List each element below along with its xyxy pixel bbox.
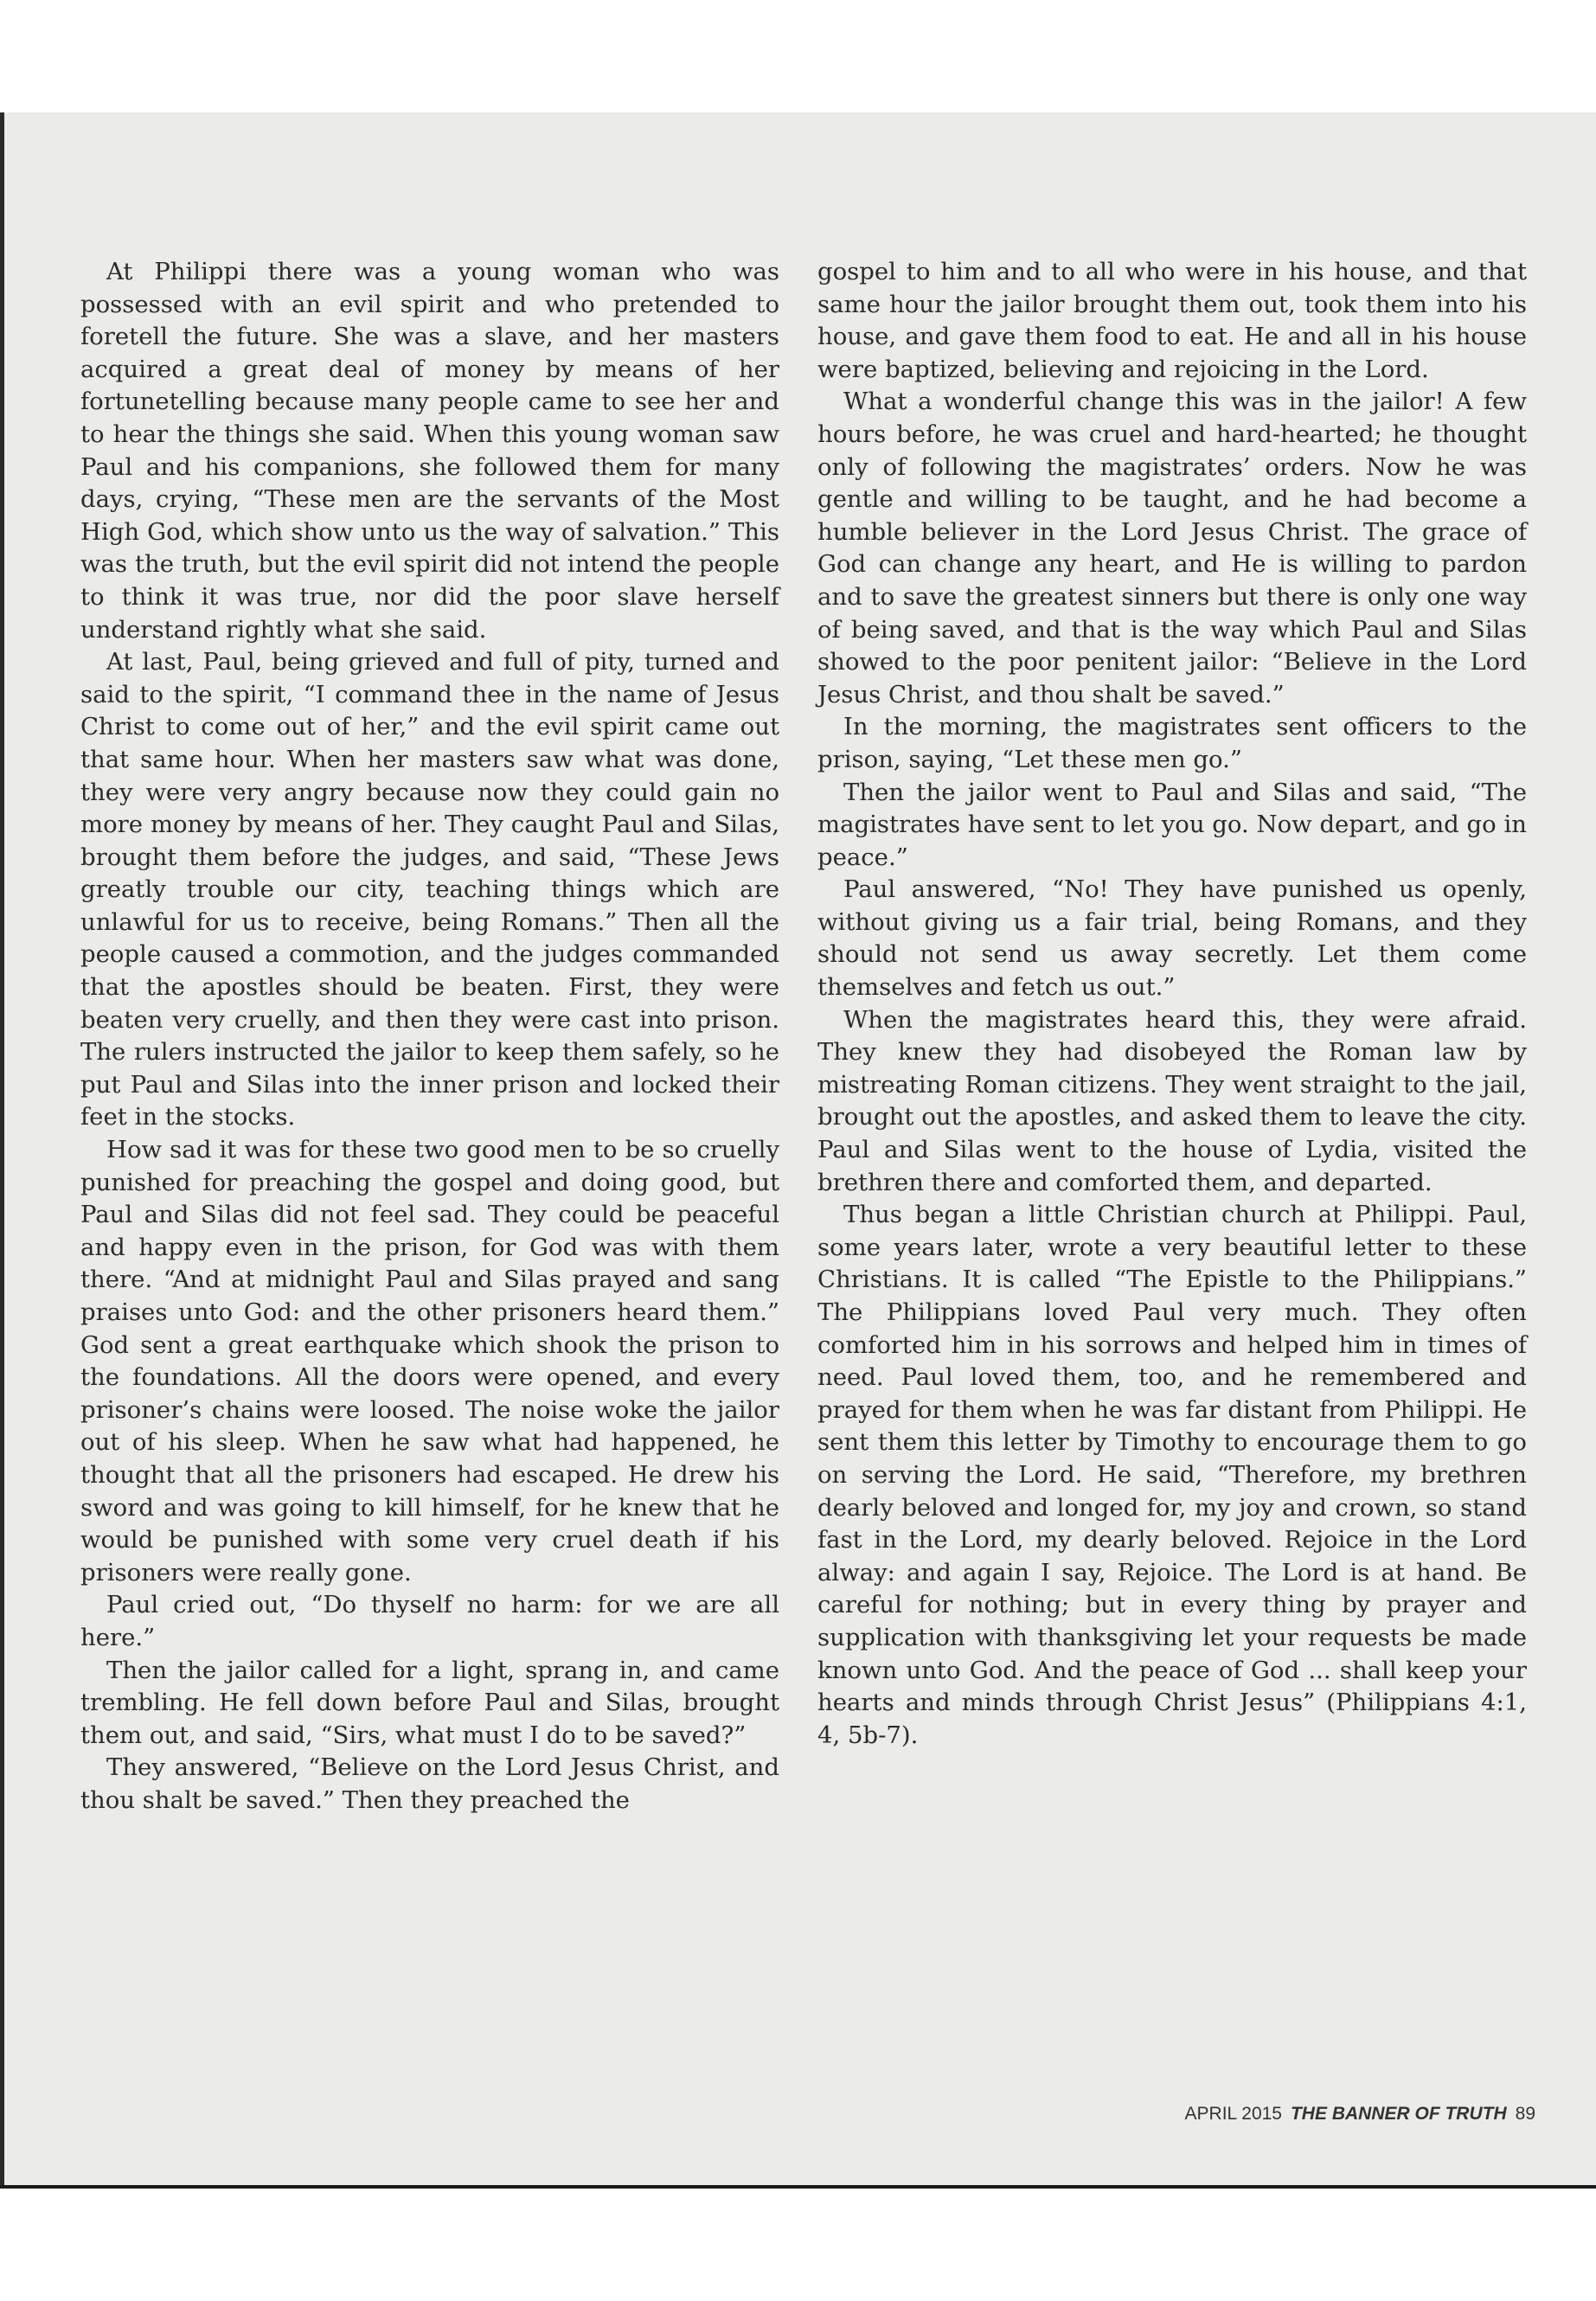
page-number: 89 (1515, 2104, 1535, 2124)
page-top-margin (0, 0, 1596, 112)
paragraph: Paul cried out, “Do thyself no harm: for we are all here.” (80, 1591, 779, 1651)
page-left-edge (0, 112, 4, 2189)
paragraph: At Philippi there was a young woman who was possessed with an evil spirit and who pretended to foretell the future. She was a slave, and her masters acquired a great deal of money by means of her fortunetelling because many people came to see her and to hear the things she said. When this young woman saw Paul and his companions, she followed them for many days, crying, “These men are the servants of the Most High God, which show unto us the way of salvation.” This was the truth, but the evil spirit did not intend the people to think it was true, nor did the poor slave herself understand rightly what she said. (80, 258, 779, 644)
paragraph-continued: gospel to him and to all who were in his house, and that same hour the jailor brought them out, took them into his house, and gave them food to eat. He and all in his house were baptized, believing and rejoicing in the Lord. (817, 258, 1527, 383)
paragraph: Then the jailor called for a light, sprang in, and came trembling. He fell down before Paul and Silas, brought them out, and said, “Sirs, what must I do to be saved?” (80, 1656, 779, 1749)
paragraph: What a wonderful change this was in the jailor! A few hours before, he was cruel and hard-hearted; he thought only of following the magistrates’ orders. Now he was gentle and willing to be taught, and he had become a humble believer in the Lord Jesus Christ. The grace of God can change any heart, and He is willing to pardon and to save the greatest sinners but there is only one way of being saved, and that is the way which Paul and Silas showed to the poor penitent jailor: “Believe in the Lord Jesus Christ, and thou shalt be saved.” (817, 388, 1527, 708)
paragraph: When the magistrates heard this, they were afraid. They knew they had disobeyed the Roman law by mistreating Roman citizens. They went straight to the jail, brought out the apostles, and asked them to leave the city. Paul and Silas went to the house of Lydia, visited the brethren there and comforted them, and departed. (817, 1005, 1527, 1196)
page-footer (1185, 2104, 1535, 2125)
paragraph: Paul answered, “No! They have punished us openly, without giving us a fair trial, being Romans, and they should not send us away secretly. Let them come themselves and fetch us out.” (817, 875, 1527, 1002)
right-column (817, 256, 1527, 1752)
paragraph: Thus began a little Christian church at Philippi. Paul, some years later, wrote a very beautiful letter to these Christians. It is called “The Epistle to the Philippians.” The Philippians loved Paul very much. They often comforted him in his sorrows and helped him in times of need. Paul loved them, too, and he remembered and prayed for them when he was far distant from Philippi. He sent them this letter by Timothy to encourage them to go on serving the Lord. He said, “Therefore, my brethren dearly beloved and longed for, my joy and crown, so stand fast in the Lord, my dearly beloved. Rejoice in the Lord alway: and again I say, Rejoice. The Lord is at hand. Be careful for nothing; but in every thing by prayer and supplication with thanksgiving let your requests be made known unto God. And the peace of God ... shall keep your hearts and minds through Christ Jesus” (Philippians 4:1, 4, 5b-7). (817, 1201, 1527, 1749)
publication-title: THE BANNER OF TRUTH (1290, 2104, 1507, 2124)
left-column (80, 256, 779, 1817)
paragraph: They answered, “Believe on the Lord Jesus Christ, and thou shalt be saved.” Then they preached the (80, 1753, 779, 1814)
page-bottom-edge (0, 2185, 1596, 2189)
paragraph: In the morning, the magistrates sent officers to the prison, saying, “Let these men go.” (817, 713, 1527, 773)
paragraph: At last, Paul, being grieved and full of pity, turned and said to the spirit, “I command thee in the name of Jesus Christ to come out of her,” and the evil spirit came out that same hour. When her masters saw what was done, they were very angry because now they could gain no more money by means of her. They caught Paul and Silas, brought them before the judges, and said, “These Jews greatly trouble our city, teaching things which are unlawful for us to receive, being Romans.” Then all the people caused a commotion, and the judges commanded that the apostles should be beaten. First, they were beaten very cruelly, and then they were cast into prison. The rulers instructed the jailor to keep them safely, so he put Paul and Silas into the inner prison and locked their feet in the stocks. (80, 648, 779, 1131)
issue-date: APRIL 2015 (1184, 2104, 1282, 2124)
paragraph: How sad it was for these two good men to be so cruelly punished for preaching the gospel and doing good, but Paul and Silas did not feel sad. They could be peaceful and happy even in the prison, for God was with them there. “And at midnight Paul and Silas prayed and sang praises unto God: and the other prisoners heard them.” God sent a great earthquake which shook the prison to the foundations. All the doors were opened, and every prisoner’s chains were loosed. The noise woke the jailor out of his sleep. When he saw what had happened, he thought that all the prisoners had escaped. He drew his sword and was going to kill himself, for he knew that he would be punished with some very cruel death if his prisoners were really gone. (80, 1136, 779, 1586)
paragraph: Then the jailor went to Paul and Silas and said, “The magistrates have sent to let you go. Now depart, and go in peace.” (817, 778, 1527, 871)
